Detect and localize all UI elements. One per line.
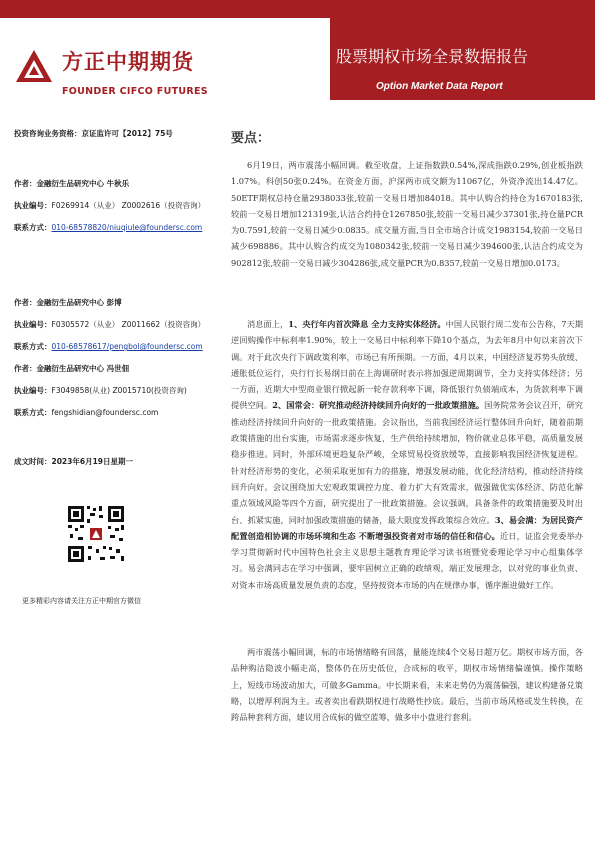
author-3 [14, 363, 129, 374]
news-headline-2: 2、国常会：研究推动经济持续回升向好的一批政策措施。 [272, 400, 485, 411]
contact-label: 联系方式： [14, 408, 52, 417]
author-1-contact [14, 222, 202, 233]
news-headline-1: 1、央行年内首次降息 全力支持实体经济。 [288, 319, 446, 329]
qr-caption: 更多精彩内容请关注方正中期官方微信 [22, 597, 141, 605]
author-1 [14, 178, 129, 189]
news-intro: 消息面上， [247, 319, 289, 329]
founder-logo-icon [14, 48, 54, 84]
contact-link[interactable]: 010-68578617/pengbol@foundersc.com [51, 342, 203, 351]
report-header [0, 0, 595, 100]
contact-email: fengshidian@foundersc.com [51, 408, 159, 417]
contact-link[interactable]: 010-68578820/niuqiule@foundersc.com [51, 223, 203, 232]
news-body-2: 国务院常务会议召开，研究推动经济持续回升向好的一批政策措施。会议指出，当前我国经济运行整体回升向好，随着前期政策措施的出台实施，市场需求逐步恢复，生产供给持续增加，物价就业总体平稳，高质量发展稳步推进。同时，外部环境更趋复杂严峻，全球贸易投资放缓等，直接影响我国经济恢复进程。针对经济形势的变化，必须采取更加有力的措施，增强发展动能，优化经济结构，推动经济持续回升向好。会议围绕加大宏观政策调控力度、着力扩大有效需求，做强做优实体经济、防范化解重点领域风险等四个方面，研究提出了一批政策措施。会议强调，具备条件的政策措施要及时出台、抓紧实施，同时加强政策措施的储备，最大限度发挥政策综合效应。 [231, 400, 583, 525]
market-summary-paragraph: 6月19日，两市震荡小幅回调。截至收盘，上证指数跌0.54%,深成指跌0.29%,创业板指跌1.07%。科创50张0.24%。在资金方面，沪深两市成交额为11067亿，外资净流出14.47亿。50ETF期权总持仓量2938033张,较前一交易日增加84018。其中认购合约持仓为1670183张,较前一交易日增加121319张,认沽合约持仓1267850张,较前一交易日减少37301张,持仓量PCR为0.7591,较前一交易日减少0.0835。成交量方面,当日全市场合计成交1983154,较前一交易日减少698886。其中认购合约成交为1080342张,较前一交易日减少394600张,认沽合约成交为902812张,较前一交易日减少304286张,成交量PCR为0.8357,较前一交易日增加0.0173。 [231, 160, 583, 268]
author-2-contact [14, 341, 203, 352]
wechat-qr-code-icon [66, 504, 126, 564]
contact-label: 联系方式： [14, 342, 52, 351]
author-3-reg [14, 385, 187, 396]
key-points-title: 要点： [231, 131, 271, 146]
strategy-paragraph: 两市震荡小幅回调，标的市场情绪略有回落，量能连续4个交易日超万亿。期权市场方面，各品种购沽隐波小幅走高，整体仍在历史低位，合成标的收平，期权市场情绪偏谨慎。操作策略上，短线市场波动加大，可做多Gamma。中长期来看，未来走势仍为震荡偏强，建议构建备兑策略，以增厚利润为主。或者卖出看跌期权进行战略性抄底。最后，当前市场风格或发生转换，在跨品种套利方面，建议用合成标的做空蓝筹，做多中小盘进行套利。 [231, 647, 583, 723]
reg-number: F0305572（从业） Z0011662（投资咨询） [51, 320, 206, 329]
author-label: 作者： [14, 364, 37, 373]
news-paragraph [231, 316, 583, 593]
news-headline-3: 3、易会满：为居民资产配置创造相协调的市场环境和生态 不断增强投资者对市场的信任和信心。 [231, 514, 583, 541]
author-2 [14, 297, 122, 308]
date-label: 成文时间： [14, 457, 52, 466]
report-title: 股票期权市场全景数据报告 [336, 47, 529, 66]
date-value: 2023年6月19日星期一 [51, 457, 134, 466]
contact-label: 联系方式： [14, 223, 52, 232]
report-subtitle: Option Market Data Report [376, 81, 503, 92]
author-name: 金融衍生品研究中心 牛秋乐 [36, 179, 130, 188]
reg-label: 执业编号： [14, 386, 52, 395]
news-body-1: 中国人民银行周二发布公告称，7天期逆回购操作中标利率1.90%，较上一交易日中标利率下降10个基点，为去年8月中旬以来首次下调。对于此次央行下调政策利率，市场已有所预期。一方面，4月以来，中国经济复苏势头放缓、通胀低位运行，央行行长易纲日前在上海调研时表示将加强逆周期调节，全力支持实体经济；另一方面，近期大中型商业银行掀起新一轮存款利率下调，降低银行负债端成本，为货款利率下调提供空间。 [231, 319, 583, 411]
brand-name-cn: 方正中期期货 [62, 50, 194, 74]
reg-label: 执业编号： [14, 320, 52, 329]
logo-area [0, 18, 330, 100]
author-label: 作者： [14, 179, 37, 188]
author-label: 作者： [14, 298, 37, 307]
author-1-reg [14, 200, 205, 211]
reg-label: 执业编号： [14, 201, 52, 210]
license-text: 投资咨询业务资格：京证监许可【2012】75号 [14, 129, 173, 138]
brand-name-en: FOUNDER CIFCO FUTURES [62, 86, 208, 97]
reg-number: F0269914（从业） Z0002616（投资咨询） [51, 201, 206, 210]
report-date [14, 456, 133, 467]
author-name: 金融衍生品研究中心 冯世佃 [36, 364, 130, 373]
author-3-contact [14, 407, 158, 418]
news-body-3: 近日，证监会党委举办学习贯彻新时代中国特色社会主义思想主题教育理论学习读书班暨党委理论学习中心组集体学习。易会满同志在学习中强调，要牢固树立正确的政绩观，端正发展理念，以对党的事业负责、对资本市场高质量发展负责的态度，坚持按资本市场的内在规律办事，循序渐进做好工作。 [231, 530, 583, 590]
author-name: 金融衍生品研究中心 彭博 [36, 298, 122, 307]
reg-number: F3049858(从业) Z0015710(投资咨询) [51, 386, 187, 395]
author-2-reg [14, 319, 205, 330]
